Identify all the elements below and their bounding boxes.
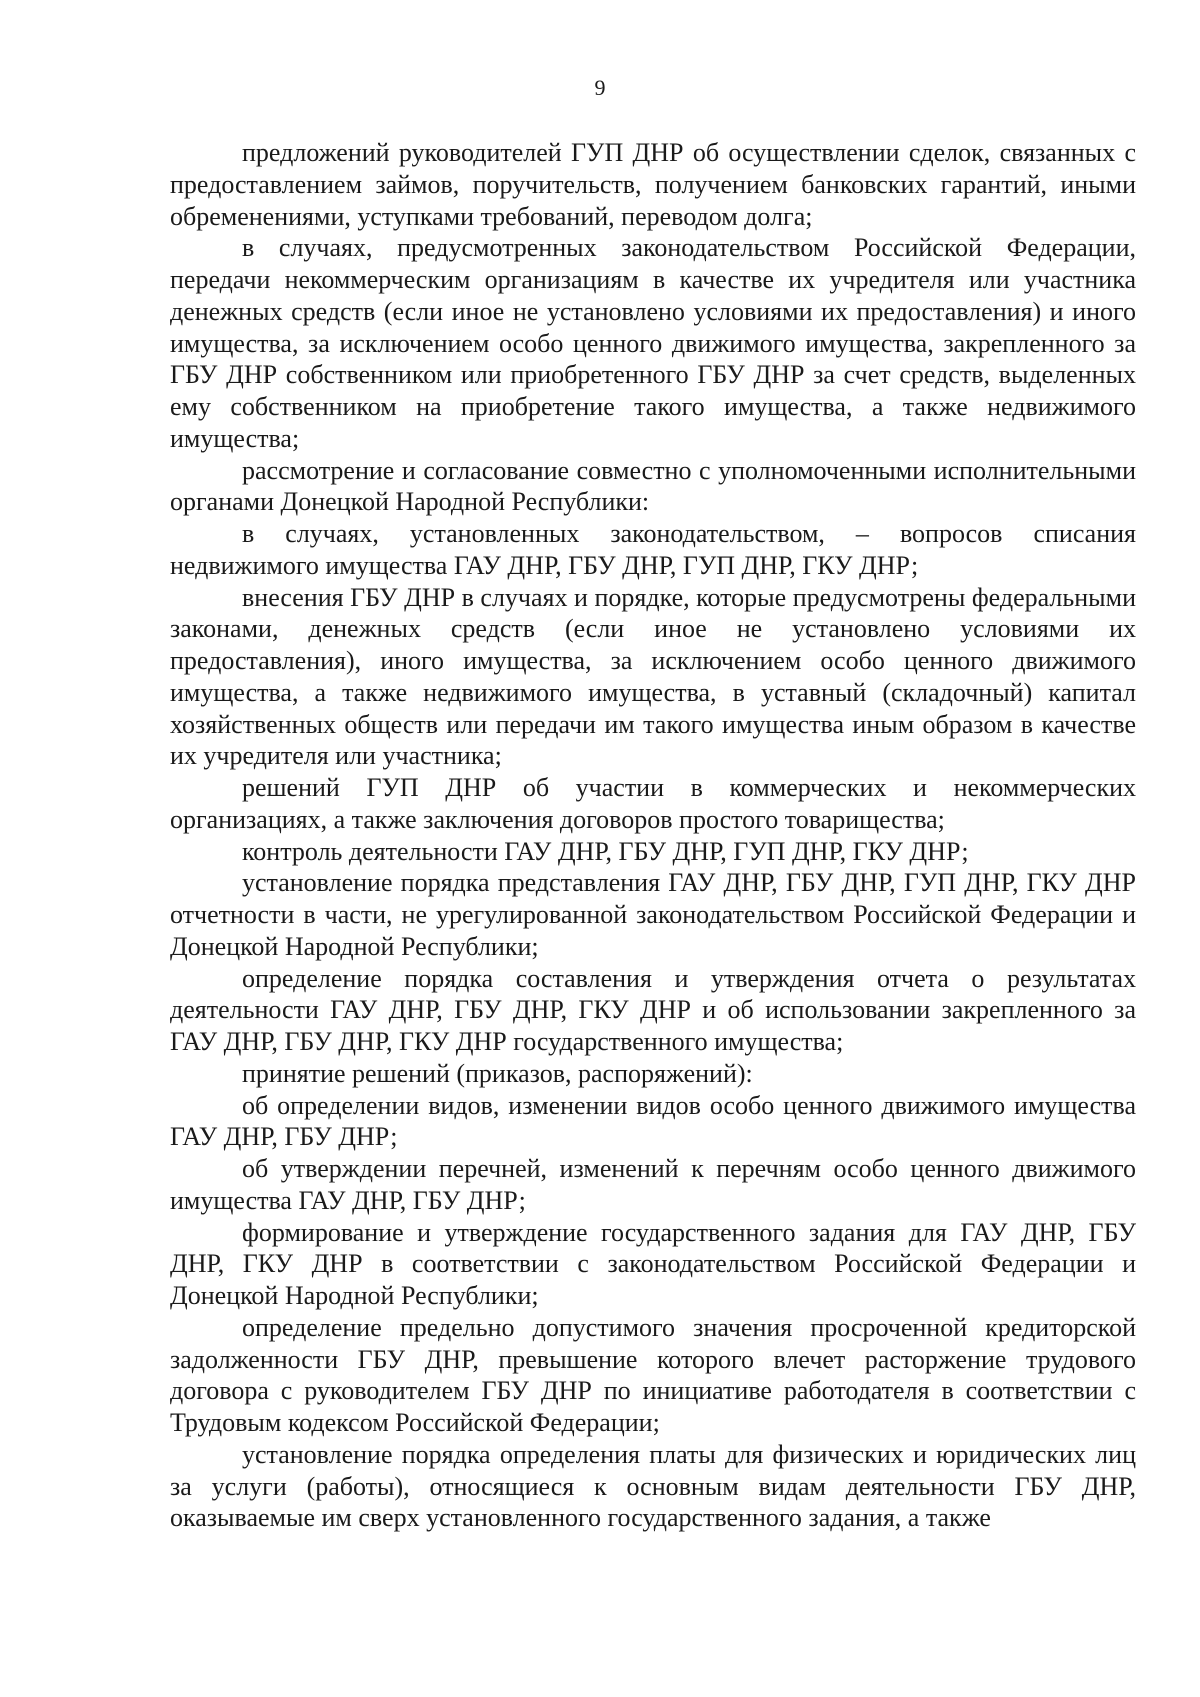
paragraph: формирование и утверждение государственного задания для ГАУ ДНР, ГБУ ДНР, ГКУ ДНР в соответствии с законодательством Российской Федерации и Донецкой Народной Республики; [170, 1217, 1136, 1310]
paragraph: внесения ГБУ ДНР в случаях и порядке, которые предусмотрены федеральными законами, денежных средств (если иное не установлено условиями их предоставления), иного имущества, за исключением особо ценного движимого имущества, а также недвижимого имущества, в уставный (складочный) капитал хозяйственных обществ или передачи им такого имущества иным образом в качестве их учредителя или участника; [170, 582, 1136, 771]
paragraph: предложений руководителей ГУП ДНР об осуществлении сделок, связанных с предоставлением займов, поручительств, получением банковских гарантий, иными обременениями, уступками требований, переводом долга; [170, 138, 1136, 231]
paragraph: решений ГУП ДНР об участии в коммерческих и некоммерческих организациях, а также заключения договоров простого товарищества; [170, 773, 1136, 834]
paragraph: об утверждении перечней, изменений к перечням особо ценного движимого имущества ГАУ ДНР, ГБУ ДНР; [170, 1154, 1136, 1215]
document-body [170, 137, 1136, 1534]
paragraph: в случаях, установленных законодательством, – вопросов списания недвижимого имущества ГАУ ДНР, ГБУ ДНР, ГУП ДНР, ГКУ ДНР; [170, 519, 1136, 580]
paragraph: определение порядка составления и утверждения отчета о результатах деятельности ГАУ ДНР, ГБУ ДНР, ГКУ ДНР и об использовании закрепленного за ГАУ ДНР, ГБУ ДНР, ГКУ ДНР государственного имущества; [170, 963, 1136, 1056]
paragraph: установление порядка определения платы для физических и юридических лиц за услуги (работы), относящиеся к основным видам деятельности ГБУ ДНР, оказываемые им сверх установленного государственного задания, а также [170, 1439, 1136, 1533]
paragraph: в случаях, предусмотренных законодательством Российской Федерации, передачи некоммерческим организациям в качестве их учредителя или участника денежных средств (если иное не установлено условиями их предоставления) и иного имущества, за исключением особо ценного движимого имущества, закрепленного за ГБУ ДНР собственником или приобретенного ГБУ ДНР за счет средств, выделенных ему собственником на приобретение такого имущества, а также недвижимого имущества; [170, 233, 1136, 453]
paragraph: контроль деятельности ГАУ ДНР, ГБУ ДНР, ГУП ДНР, ГКУ ДНР; [242, 836, 969, 866]
paragraph: установление порядка представления ГАУ ДНР, ГБУ ДНР, ГУП ДНР, ГКУ ДНР отчетности в части, не урегулированной законодательством Российской Федерации и Донецкой Народной Республики; [170, 868, 1136, 961]
paragraph: принятие решений (приказов, распоряжений): [242, 1058, 753, 1088]
paragraph: рассмотрение и согласование совместно с уполномоченными исполнительными органами Донецкой Народной Республики: [170, 455, 1136, 517]
page-number: 9 [594, 75, 606, 100]
paragraph: определение предельно допустимого значения просроченной кредиторской задолженности ГБУ ДНР, превышение которого влечет расторжение трудового договора с руководителем ГБУ ДНР по инициативе работодателя в соответствии с Трудовым кодексом Российской Федерации; [170, 1312, 1136, 1437]
paragraph: об определении видов, изменении видов особо ценного движимого имущества ГАУ ДНР, ГБУ ДНР; [170, 1090, 1136, 1152]
